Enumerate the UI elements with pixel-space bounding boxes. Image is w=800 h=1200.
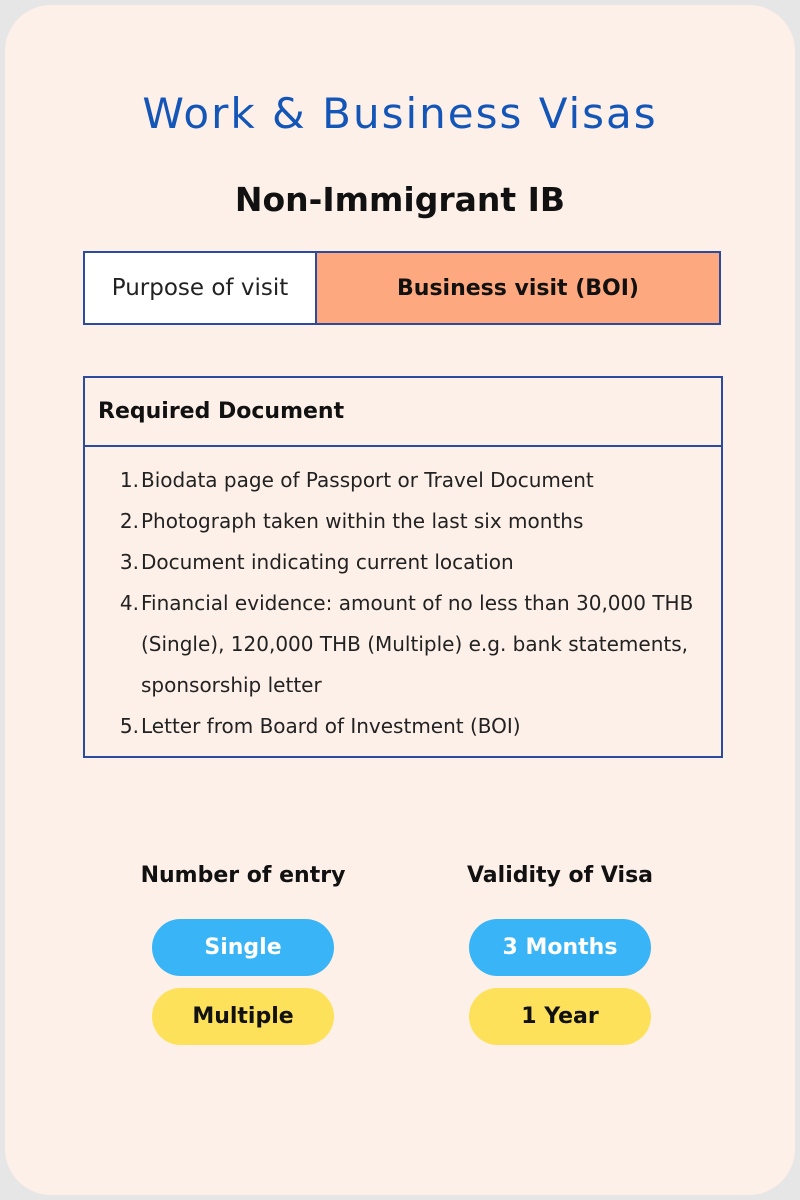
list-item-number: 3.: [119, 550, 139, 574]
page-title: Work & Business Visas: [142, 89, 658, 138]
number-of-entry-section: [93, 855, 393, 1057]
list-item-number: 5.: [119, 714, 139, 738]
number-of-entry-heading: Number of entry: [140, 863, 346, 888]
list-item-number: 2.: [119, 509, 139, 533]
list-item-text: Photograph taken within the last six months: [141, 509, 584, 533]
visa-info-card: [5, 5, 795, 1195]
list-item: [85, 542, 713, 583]
required-documents-list: [85, 447, 721, 747]
required-documents-heading: Required Document: [85, 378, 721, 447]
visa-type-subtitle: Non-Immigrant IB: [234, 180, 566, 219]
list-item-text: Financial evidence: amount of no less than 30,000 THB (Single), 120,000 THB (Multiple) e.g. bank statements, sponsorship letter: [141, 591, 694, 697]
purpose-label: Purpose of visit: [85, 253, 317, 323]
list-item-text: Document indicating current location: [141, 550, 514, 574]
list-item-number: 1.: [119, 468, 139, 492]
list-item-number: 4.: [119, 591, 139, 615]
purpose-table: [83, 251, 721, 325]
list-item: [85, 460, 713, 501]
list-item: [85, 583, 713, 706]
list-item: [85, 706, 713, 747]
validity-heading: Validity of Visa: [466, 863, 654, 888]
validity-section: [410, 855, 710, 1057]
purpose-value: Business visit (BOI): [317, 253, 719, 323]
required-documents-box: [83, 376, 723, 758]
entry-single-badge: Single: [152, 919, 334, 976]
validity-3-months-badge: 3 Months: [469, 919, 651, 976]
entry-multiple-badge: Multiple: [152, 988, 334, 1045]
list-item: [85, 501, 713, 542]
list-item-text: Biodata page of Passport or Travel Document: [141, 468, 594, 492]
validity-1-year-badge: 1 Year: [469, 988, 651, 1045]
list-item-text: Letter from Board of Investment (BOI): [141, 714, 521, 738]
